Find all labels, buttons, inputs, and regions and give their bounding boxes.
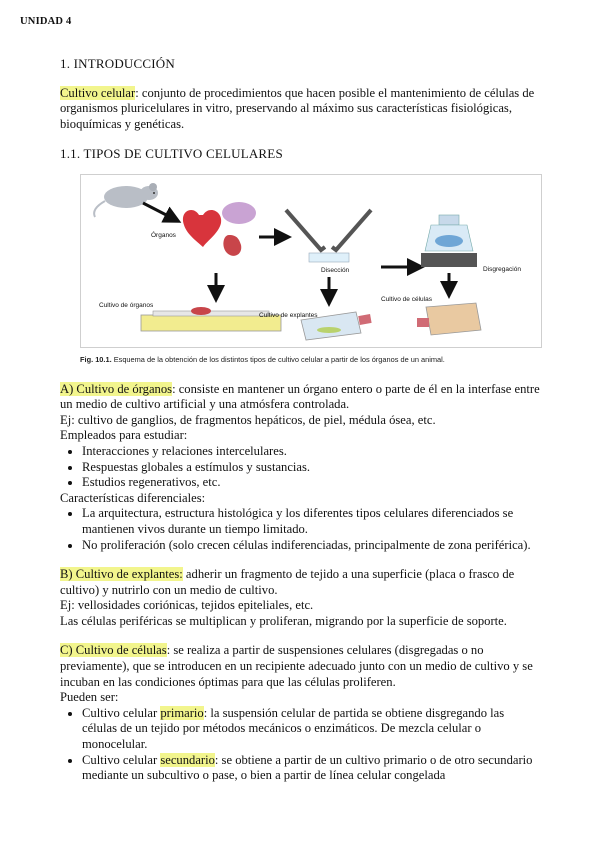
list-item <box>82 753 540 784</box>
item-highlight: primario <box>160 705 204 720</box>
intro-paragraph <box>60 86 540 133</box>
unit-header: UNIDAD 4 <box>20 16 72 27</box>
intro-term: Cultivo celular <box>60 85 136 100</box>
dissection-illustration <box>286 210 371 262</box>
list-item: • Interacciones y relaciones intercelulares. <box>82 444 540 460</box>
organs-illustration <box>183 202 256 256</box>
arrow-mouse-organs <box>143 203 176 220</box>
types-title: 1.1. TIPOS DE CULTIVO CELULARES <box>60 146 283 162</box>
section-b-example: Ej: vellosidades coriónicas, tejidos epiteliales, etc. <box>60 598 314 613</box>
item-text: : se obtiene a partir de un cultivo primario o de otro secundario mediante un subcultivo o pase, o bien a partir de línea celular congelada <box>82 752 533 783</box>
list-item <box>82 706 540 753</box>
label-disgregacion: Disgregación <box>483 265 521 273</box>
label-diseccion: Disección <box>321 266 350 274</box>
organ-culture-tray <box>141 307 281 331</box>
section-b-note: Las células periféricas se multiplican y proliferan, migrando por la superficie de soporte. <box>60 613 507 628</box>
list-item: • Respuestas globales a estímulos y sustancias. <box>82 460 540 476</box>
intro-title: 1. INTRODUCCIÓN <box>60 56 175 71</box>
figure-caption <box>80 352 540 368</box>
disaggregation-bottle <box>421 215 477 267</box>
section-a-features-title: Características diferenciales: <box>60 490 206 505</box>
section-a-example: Ej: cultivo de ganglios, de fragmentos hepáticos, de piel, médula ósea, etc. <box>60 412 436 427</box>
label-cultivo-organos: Cultivo de órganos <box>99 301 154 309</box>
section-c-can-be: Pueden ser: <box>60 690 119 705</box>
label-cultivo-celulas: Cultivo de células <box>381 295 432 303</box>
section-a-features-list <box>60 506 540 553</box>
label-cultivo-explantes: Cultivo de explantes <box>259 311 318 319</box>
section-a-term: A) Cultivo de órganos <box>60 381 173 396</box>
caption-text: Esquema de la obtención de los distintos tipos de cultivo celular a partir de los órganos de un animal. <box>111 354 445 364</box>
section-b-definition: adherir un fragmento de tejido a una superficie (placa o frasco de cultivo) y nutrirlo con un medio de cultivo. <box>60 567 515 597</box>
section-a-definition: : consiste en mantener un órgano entero o parte de él en la interfase entre un medio de cultivo artificial y una atmósfera controlada. <box>60 381 540 412</box>
section-a-used-for-title: Empleados para estudiar: <box>60 428 188 443</box>
label-organos: Órganos <box>151 231 176 239</box>
caption-number: Fig. 10.1. <box>80 354 112 364</box>
section-a-used-for-list <box>60 444 540 491</box>
section-c-term: C) Cultivo de células <box>60 643 167 658</box>
section-c-definition: : se realiza a partir de suspensiones celulares (disgregadas o no previamente), que se introducen en un recipiente adecuado junto con un medio de cultivo y se incuban en las condiciones óptimas para que las células proliferen. <box>60 643 533 689</box>
section-a-paragraph <box>60 382 540 413</box>
intro-definition: : conjunto de procedimientos que hacen posible el mantenimiento de células de organismos pluricelulares in vitro, preservando al máximo sus características fisiológicas, bioquímicas y genéticas. <box>60 85 535 131</box>
section-c-list <box>60 706 540 784</box>
list-item: • No proliferación (solo crecen células indiferenciadas, principalmente de zona periférica). <box>82 538 540 554</box>
item-text: : la suspensión celular de partida se obtiene disgregando las células de un tejido por métodos mecánicos o enzimáticos. De mezcla celular o monocelular. <box>82 705 505 752</box>
document-body <box>60 56 540 784</box>
item-prefix: Cultivo celular <box>82 752 161 767</box>
figure-diagram <box>81 175 541 347</box>
list-item: • La arquitectura, estructura histológica y los diferentes tipos celulares diferenciados se mantienen vivos durante un tiempo limitado. <box>82 506 540 537</box>
section-b-paragraph <box>60 567 540 598</box>
mouse-illustration <box>94 183 158 217</box>
item-prefix: Cultivo celular <box>82 705 161 720</box>
section-b-term: B) Cultivo de explantes: <box>60 567 183 582</box>
cell-culture-flask <box>417 303 481 335</box>
item-highlight: secundario <box>160 752 215 767</box>
list-item: • Estudios regenerativos, etc. <box>82 475 540 491</box>
section-c-paragraph <box>60 643 540 690</box>
figure-culture-types <box>80 174 542 348</box>
